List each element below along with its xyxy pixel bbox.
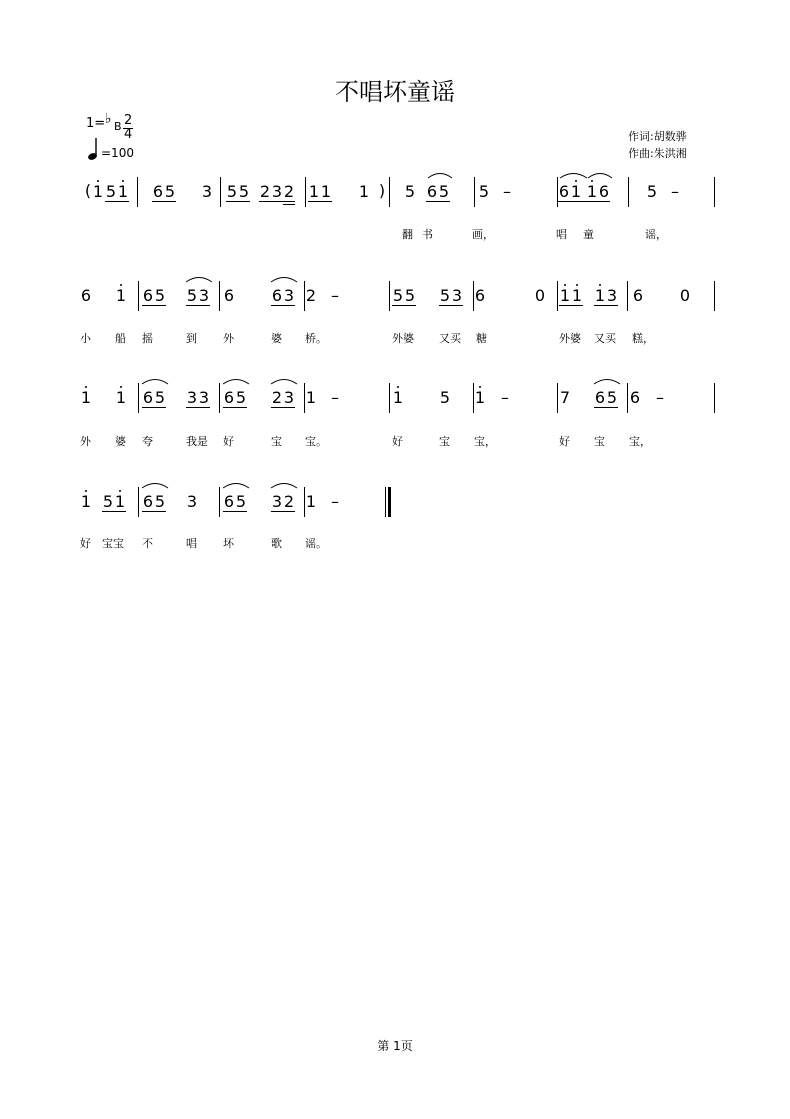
lyric: 糕， [632,332,654,345]
close-bracket: ) [378,181,386,200]
note: 1 [80,492,92,511]
note: 1 [320,182,332,201]
note: 6 [632,286,644,305]
note: 0 [679,286,691,305]
lyric: 婆 [115,435,126,448]
note: 6 [558,182,570,201]
note: 7 [559,388,571,407]
note: 6 [223,286,235,305]
lyric: 宝， [629,435,651,448]
note: 3 [198,286,210,305]
lyric: 外婆 [559,332,581,345]
tempo-marking: =100 [101,146,134,160]
note: 6 [80,286,92,305]
note: – [331,492,339,511]
lyric: 谣， [645,228,667,241]
note: 1 [358,182,370,201]
lyric: 坏 [223,537,234,550]
lyric: 夸 [142,435,153,448]
lyric: 又买 [594,332,616,345]
lyric: 不 [142,537,153,550]
tie-slur [223,484,249,489]
page-number: 第 1页 [377,1039,413,1053]
note: 5 [105,182,117,201]
lyric: 翻 [402,228,413,241]
note: 1 [594,286,606,305]
tie-slur [428,174,452,179]
note: 6 [142,286,154,305]
composer-credit: 作曲:朱洪湘 [628,147,687,160]
lyric: 好 [559,435,570,448]
lyric: 外 [223,332,234,345]
note: 2 [271,388,283,407]
lyric: 好 [80,537,91,550]
note: 3 [283,286,295,305]
note: 6 [629,388,641,407]
note: 5 [154,388,166,407]
note: 1 [117,182,129,201]
note: 1 [392,388,404,407]
tie-slur [142,484,168,489]
tie-slur [594,380,620,385]
flat-sign: ♭ [105,111,112,127]
note: 1 [305,388,317,407]
lyricist-credit: 作词:胡数骅 [628,130,687,143]
note: 2 [283,182,295,201]
note: 1 [559,286,571,305]
lyric: 宝 [594,435,605,448]
note: 6 [223,388,235,407]
note: 5 [238,182,250,201]
note: 5 [154,286,166,305]
lyric: 摇 [142,332,153,345]
note: 5 [439,286,451,305]
lyric: 小 [80,332,91,345]
lyric: 宝， [474,435,496,448]
tie-slur [223,380,249,385]
note: 6 [142,492,154,511]
lyric: 到 [186,332,197,345]
note: 3 [186,492,198,511]
note: 5 [404,286,416,305]
lyric: 歌 [271,537,282,550]
lyric: 又买 [439,332,461,345]
note: 6 [152,182,164,201]
note: 5 [235,492,247,511]
note: 1 [305,492,317,511]
note: – [671,182,679,201]
note: 0 [534,286,546,305]
note: 3 [606,286,618,305]
note: 3 [271,182,283,201]
note: 2 [283,492,295,511]
note: 2 [305,286,317,305]
note: 5 [226,182,238,201]
note: 6 [474,286,486,305]
note: 3 [451,286,463,305]
note: 5 [478,182,490,201]
note: 5 [646,182,658,201]
tie-slur [560,174,587,179]
note: 5 [186,286,198,305]
lyric: 宝。 [305,435,327,448]
lyric: 书 [422,228,433,241]
note: – [331,388,339,407]
note: – [656,388,664,407]
lyric: 外婆 [392,332,414,345]
note: 1 [586,182,598,201]
note: 6 [598,182,610,201]
tie-slur [271,380,297,385]
note: 6 [142,388,154,407]
note: 6 [223,492,235,511]
note: 1 [571,286,583,305]
note: 3 [198,388,210,407]
note: 5 [438,182,450,201]
note: 1 [92,182,104,201]
note: 5 [164,182,176,201]
lyric: 好 [392,435,403,448]
note: 1 [474,388,486,407]
key-signature: 1= [86,116,106,131]
note: – [331,286,339,305]
note: 1 [115,388,127,407]
key-tonic: B [114,120,122,133]
lyric: 好 [223,435,234,448]
note: 1 [308,182,320,201]
lyric: 外 [80,435,91,448]
note: 5 [606,388,618,407]
note: 1 [114,492,126,511]
lyric: 谣。 [305,537,327,550]
note: 5 [154,492,166,511]
note: 6 [426,182,438,201]
note: 6 [271,286,283,305]
note: 6 [594,388,606,407]
lyric: 桥。 [305,332,327,345]
note: 5 [404,182,416,201]
lyric: 唱 [556,228,567,241]
note: – [503,182,511,201]
tie-slur [186,278,212,283]
note: 5 [235,388,247,407]
time-signature-denominator: 4 [124,127,133,142]
lyric: 童 [583,228,594,241]
lyric: 宝 [271,435,282,448]
note: 5 [392,286,404,305]
lyric: 唱 [186,537,197,550]
note: 3 [186,388,198,407]
note: 3 [283,388,295,407]
lyric: 宝 [439,435,450,448]
lyric: 船 [115,332,126,345]
note: – [501,388,509,407]
note: 1 [115,286,127,305]
tie-slur [271,278,297,283]
lyric: 画， [472,228,494,241]
tie-slur [142,380,168,385]
note: 1 [570,182,582,201]
note: 3 [201,182,213,201]
note: 5 [102,492,114,511]
lyric: 婆 [271,332,282,345]
note: 1 [80,388,92,407]
note: 5 [439,388,451,407]
tie-slur [588,174,612,179]
lyric: 我是 [186,435,208,448]
lyric: 宝宝 [102,537,124,550]
note: 2 [259,182,271,201]
time-signature-numerator: 2 [124,113,133,128]
song-title: 不唱坏童谣 [335,78,455,106]
note: 3 [271,492,283,511]
open-bracket: ( [84,181,92,200]
tie-slur [271,484,297,489]
lyric: 糖 [476,332,487,345]
